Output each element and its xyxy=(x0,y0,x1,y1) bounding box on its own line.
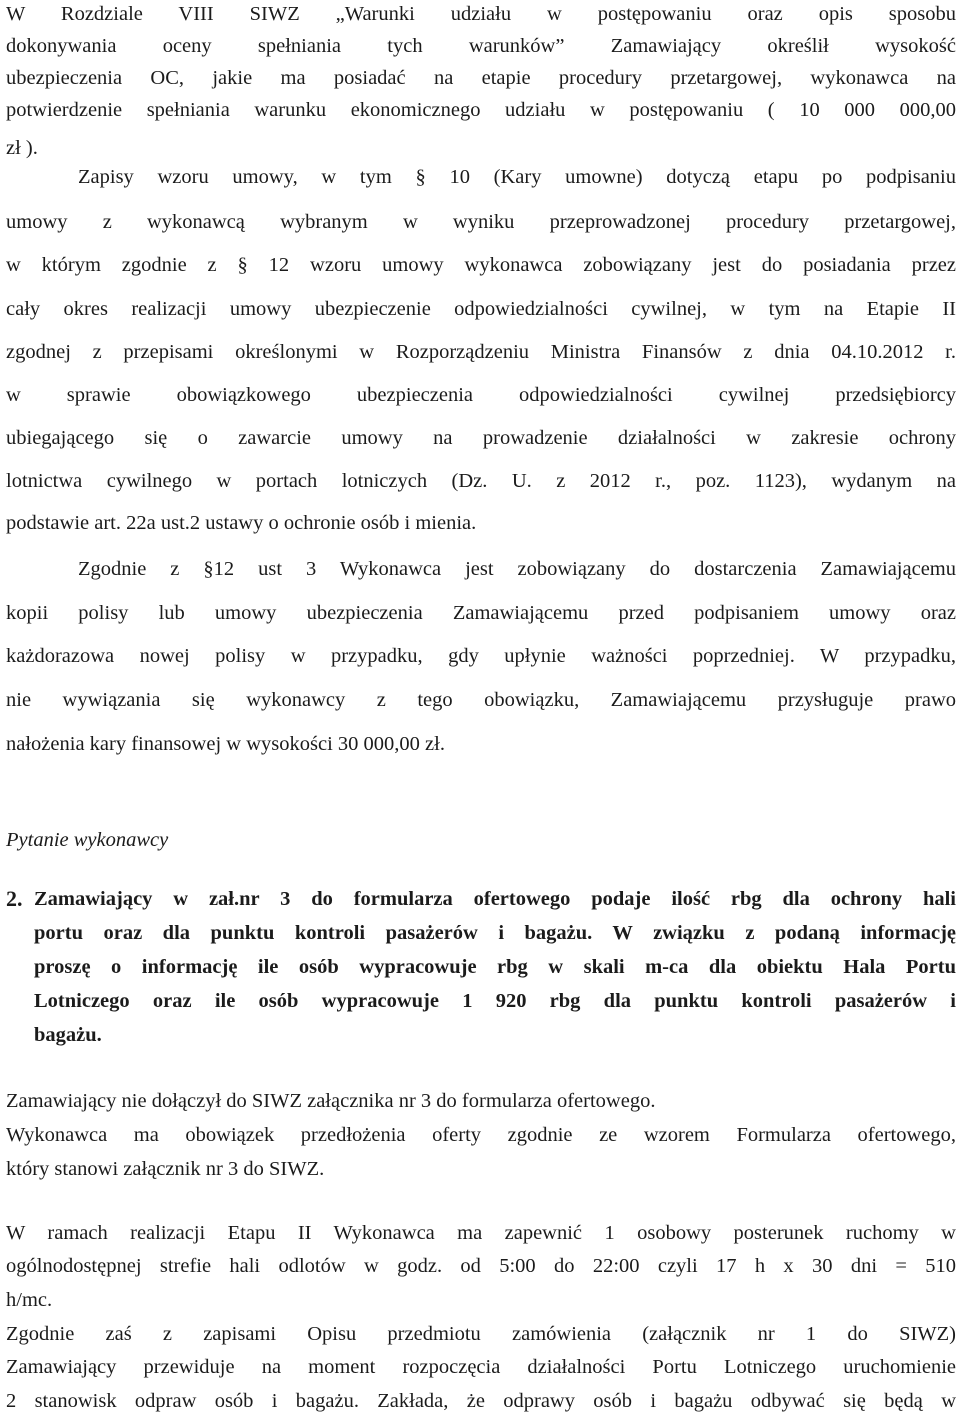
question-line: bagażu. xyxy=(34,1024,102,1046)
answer-line: Wykonawca ma obowiązek przedłożenia oferty zgodnie ze wzorem Formularza ofertowego, xyxy=(6,1124,956,1146)
paragraph-line: w którym zgodnie z § 12 wzoru umowy wykonawca zobowiązany jest do posiadania przez xyxy=(6,254,956,276)
paragraph-line: nie wywiązania się wykonawcy z tego obowiązku, Zamawiającemu przysługuje prawo xyxy=(6,689,956,711)
question-line: Zamawiający w zał.nr 3 do formularza ofertowego podaje ilość rbg dla ochrony hali xyxy=(34,888,956,910)
question-line: portu oraz dla punktu kontroli pasażerów i bagażu. W związku z podaną informację xyxy=(34,922,956,944)
paragraph-line: Zapisy wzoru umowy, w tym § 10 (Kary umowne) dotyczą etapu po podpisaniu xyxy=(78,166,956,188)
paragraph-line: kopii polisy lub umowy ubezpieczenia Zamawiającemu przed podpisaniem umowy oraz xyxy=(6,602,956,624)
answer-line: h/mc. xyxy=(6,1289,53,1311)
answer-line: Zgodnie zaś z zapisami Opisu przedmiotu zamówienia (załącznik nr 1 do SIWZ) xyxy=(6,1323,956,1345)
paragraph-line: zł ). xyxy=(6,137,38,159)
answer-line: Zamawiający przewiduje na moment rozpoczęcia działalności Portu Lotniczego uruchomienie xyxy=(6,1356,956,1378)
paragraph-line: umowy z wykonawcą wybranym w wyniku przeprowadzonej procedury przetargowej, xyxy=(6,211,956,233)
question-number: 2. xyxy=(6,886,23,911)
answer-line: 2 stanowisk odpraw osób i bagażu. Zakłada, że odprawy osób i bagażu odbywać się będą w xyxy=(6,1390,956,1412)
question-line: proszę o informację ile osób wypracowuje rbg w skali m-ca dla obiektu Hala Portu xyxy=(34,956,956,978)
answer-line: W ramach realizacji Etapu II Wykonawca ma zapewnić 1 osobowy posterunek ruchomy w xyxy=(6,1222,956,1244)
paragraph-line: W Rozdziale VIII SIWZ „Warunki udziału w postępowaniu oraz opis sposobu xyxy=(6,3,956,25)
paragraph-line: każdorazowa nowej polisy w przypadku, gdy upłynie ważności poprzedniej. W przypadku, xyxy=(6,645,956,667)
answer-line: ogólnodostępnej strefie hali odlotów w godz. od 5:00 do 22:00 czyli 17 h x 30 dni = 510 xyxy=(6,1255,956,1277)
question-line: Lotniczego oraz ile osób wypracowuje 1 920 rbg dla punktu kontroli pasażerów i xyxy=(34,990,956,1012)
paragraph-line: dokonywania oceny spełniania tych warunków” Zamawiający określił wysokość xyxy=(6,35,956,57)
answer-line: Zamawiający nie dołączył do SIWZ załącznika nr 3 do formularza ofertowego. xyxy=(6,1090,656,1112)
question-heading: Pytanie wykonawcy xyxy=(6,829,169,851)
paragraph-line: cały okres realizacji umowy ubezpieczenie odpowiedzialności cywilnej, w tym na Etapie II xyxy=(6,298,956,320)
paragraph-line: potwierdzenie spełniania warunku ekonomicznego udziału w postępowaniu ( 10 000 000,00 xyxy=(6,99,956,121)
paragraph-line: zgodnej z przepisami określonymi w Rozporządzeniu Ministra Finansów z dnia 04.10.2012 r. xyxy=(6,341,956,363)
paragraph-line: ubezpieczenia OC, jakie ma posiadać na etapie procedury przetargowej, wykonawca na xyxy=(6,67,956,89)
answer-line: który stanowi załącznik nr 3 do SIWZ. xyxy=(6,1158,325,1180)
paragraph-line: ubiegającego się o zawarcie umowy na prowadzenie działalności w zakresie ochrony xyxy=(6,427,956,449)
paragraph-line: lotnictwa cywilnego w portach lotniczych (Dz. U. z 2012 r., poz. 1123), wydanym na xyxy=(6,470,956,492)
paragraph-line: nałożenia kary finansowej w wysokości 30 000,00 zł. xyxy=(6,733,445,755)
paragraph-line: podstawie art. 22a ust.2 ustawy o ochronie osób i mienia. xyxy=(6,512,477,534)
paragraph-line: w sprawie obowiązkowego ubezpieczenia odpowiedzialności cywilnej przedsiębiorcy xyxy=(6,384,956,406)
paragraph-line: Zgodnie z §12 ust 3 Wykonawca jest zobowiązany do dostarczenia Zamawiającemu xyxy=(78,558,956,580)
